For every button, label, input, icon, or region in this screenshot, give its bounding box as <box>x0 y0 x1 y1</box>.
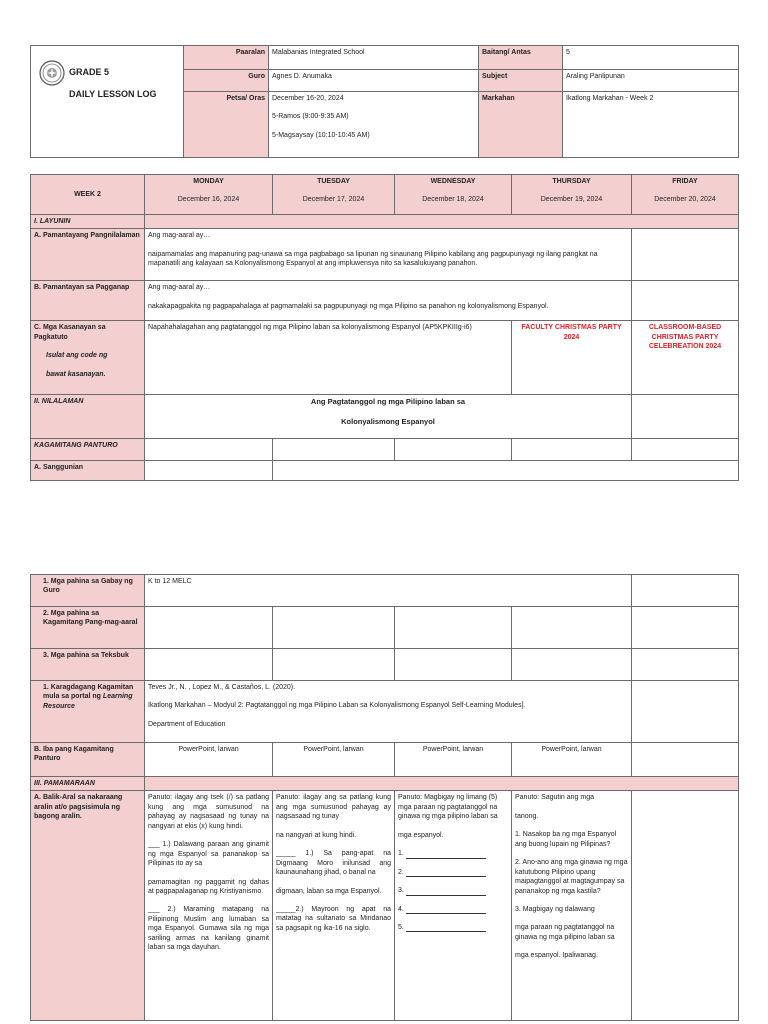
lesson-table-1 <box>30 174 739 481</box>
kagamitang-pang-mag-aaral-label: 2. Mga pahina sa Kagamitang Pang-mag-aaral <box>31 607 145 649</box>
karagdagan-references: Teves Jr., N. , Lopez M., & Castaños, L. (2020). Ikatlong Markahan – Modyul 2: Pagtatanggol ng mga Pilipino Laban sa Kolonyalismong Espanyol Self-Learning Modules]. Department of Education <box>145 681 632 743</box>
balik-aral-thursday: Panuto: Sagutin ang mga tanong. 1. Nasakop ba ng mga Espanyol ang buong lupain ng Pilipinas? 2. Ano-ano ang mga ginawa ng mga katutubong Pilipino upang maipagtanggol at magtagumpay sa pananakop ng mga kastila? 3. Magbigay ng dalawang mga paraan ng pagtatanggol na ginawa ng mga pilipino laban sa mga espanyol. Ipaliwanag. <box>512 791 632 1021</box>
nilalaman-title: II. NILALAMAN <box>31 395 145 439</box>
log-title: DAILY LESSON LOG <box>69 89 157 99</box>
header-table <box>30 45 739 158</box>
iba-thursday: PowerPoint, larwan <box>512 743 632 777</box>
subject-value: Araling Panlipunan <box>563 70 739 92</box>
day-wednesday: WEDNESDAY December 18, 2024 <box>395 175 512 215</box>
teacher-value: Agnes D. Anumaka <box>269 70 479 92</box>
day-tuesday: TUESDAY December 17, 2024 <box>273 175 395 215</box>
school-logo-cell <box>31 46 184 158</box>
balik-aral-wednesday: Panuto: Magbigay ng limang (5) mga paraan ng pagtatanggol na ginawa ng mga pilipino laban sa mga espanyol. 1. 2. 3. 4. 5. <box>395 791 512 1021</box>
quarter-value: Ikatlong Markahan - Week 2 <box>563 92 739 158</box>
kagamitan-title: KAGAMITANG PANTURO <box>31 439 145 461</box>
date-value <box>269 92 479 158</box>
kasanayan-label: C. Mga Kasanayan sa Pagkatuto Isulat ang code ng bawat kasanayan. <box>31 321 145 395</box>
empty-cell <box>632 281 739 321</box>
subject-label: Subject <box>479 70 563 92</box>
teksbuk-label: 3. Mga pahina sa Teksbuk <box>31 649 145 681</box>
friday-event: CLASSROOM-BASED CHRISTMAS PARTY CELEBREATION 2024 <box>632 321 739 395</box>
layunin-title: I. LAYUNIN <box>31 215 145 229</box>
level-label: Baitang/ Antas <box>479 46 563 70</box>
iba-monday: PowerPoint, larwan <box>145 743 273 777</box>
pamantayan-sa-pagganap-label: B. Pamantayan sa Pagganap <box>31 281 145 321</box>
balik-aral-label: A. Balik-Aral sa nakaraang aralin at/o pagsisimula ng bagong aralin. <box>31 791 145 1021</box>
day-friday: FRIDAY December 20, 2024 <box>632 175 739 215</box>
level-value: 5 <box>563 46 739 70</box>
iba-pang-kagamitan-label: B. Iba pang Kagamitang Panturo <box>31 743 145 777</box>
thursday-event: FACULTY CHRISTMAS PARTY 2024 <box>512 321 632 395</box>
sanggunian-label: A. Sanggunian <box>31 461 145 481</box>
kasanayan-text: Napahahalagahan ang pagtatanggol ng mga Pilipino laban sa kolonyalismong Espanyol (AP5KPKIIIg-i6) <box>145 321 512 395</box>
day-thursday: THURSDAY December 19, 2024 <box>512 175 632 215</box>
lesson-table-2 <box>30 574 739 1021</box>
grade-title: GRADE 5 <box>69 67 110 77</box>
balik-aral-tuesday: Panuto: ilagay ang sa patlang kung ang mga sumusunod pahayag ay nagsasaad ng tunay na nangyari at kung hindi. _____ 1.) Sa pang-apat na Digmaang Moro inilunsad ang kaunaunahang jihad, o banal na digmaan, laban sa mga Espanyol. _____2.) Mayroon ng apat na matatag na sultanato sa Mindanao sa pagsapit ng ika-16 na siglo. <box>273 791 395 1021</box>
quarter-label: Markahan <box>479 92 563 158</box>
time-slot-1: 5-Ramos (9:00-9:35 AM) <box>272 113 349 121</box>
date-label: Petsa/ Oras <box>184 92 269 158</box>
deped-seal-icon <box>39 60 65 86</box>
empty-cell <box>632 229 739 281</box>
pamantayang-pangnilalaman-text: Ang mag-aaral ay… naipamamalas ang mapanuring pag-unawa sa mga pagbabago sa lipunan ng sinaunang Pilipino kabilang ang pagpupunyagi ng ilang pangkat na mapanatili ang kalayaan sa Kolonyalismong Espanyol at ang impluwensya nito sa kasalukuyang panahon. <box>145 229 632 281</box>
iba-wednesday: PowerPoint, larwan <box>395 743 512 777</box>
week-label: WEEK 2 <box>31 175 145 215</box>
pamamaraan-title: III. PAMAMARAAN <box>31 777 145 791</box>
karagdagan-label: 1. Karagdagang Kagamitan mula sa portal ng Learning Resource <box>31 681 145 743</box>
nilalaman-text: Ang Pagtatanggol ng mga Pilipino laban sa Kolonyalismong Espanyol <box>145 395 632 439</box>
school-value: Malabanias Integrated School <box>269 46 479 70</box>
school-label: Paaralan <box>184 46 269 70</box>
date-range: December 16-20, 2024 <box>272 95 344 102</box>
pamantayang-pangnilalaman-label: A. Pamantayang Pangnilalaman <box>31 229 145 281</box>
iba-tuesday: PowerPoint, larwan <box>273 743 395 777</box>
gabay-value: K to 12 MELC <box>145 575 632 607</box>
time-slot-2: 5-Magsaysay (10:10-10:45 AM) <box>272 131 370 139</box>
teacher-label: Guro <box>184 70 269 92</box>
layunin-title-fill <box>145 215 739 229</box>
pamantayan-sa-pagganap-text: Ang mag-aaral ay… nakakapagpakita ng pagpapahalaga at pagmamalaki sa pagpupunyagi ng mga Pilipino sa panahon ng kolonyalismong Espanyol. <box>145 281 632 321</box>
day-monday: MONDAY December 16, 2024 <box>145 175 273 215</box>
gabay-label: 1. Mga pahina sa Gabay ng Guro <box>31 575 145 607</box>
empty-cell <box>632 395 739 439</box>
balik-aral-monday: Panuto: ilagay ang tsek (/) sa patlang kung ang mga sumusunod na pahayag ay nagsasaad ng tunay na nangyari at ekis (x) kung hindi. ___ 1.) Dalawang paraan ang ginamit ng mga Espanyol sa pananakop sa Pilipinas ito ay sa pamamagitan ng paggamit ng dahas at pagpapalaganap ng Kristiyanismo. ___ 2.) Maraming matapang na Pilipinong Muslim ang lumaban sa mga Espanyol. Gumawa sila ng mga sariling armas na kanilang ginamit laban sa mga dayuhan. <box>145 791 273 1021</box>
